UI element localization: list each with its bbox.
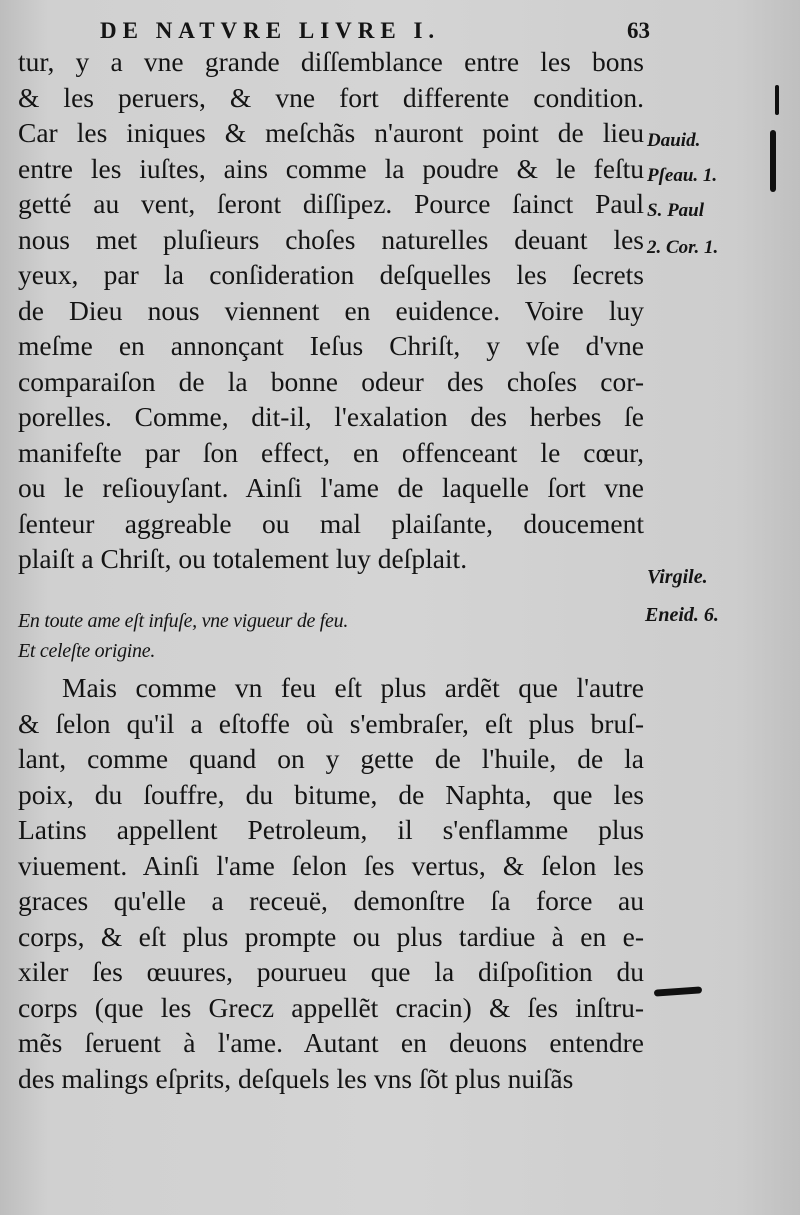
text-line: tur, y a vne grande diſſemblance entre les bons (18, 46, 644, 77)
margin-note-cor: 2. Cor. 1. (647, 237, 719, 258)
text-line: viuement. Ainſi l'ame ſelon ſes vertus, & ſelon les (18, 849, 644, 881)
margin-note-eneid: Eneid. 6. (645, 604, 719, 626)
text-line: graces qu'elle a receuë, demonſtre ſa force au (18, 885, 644, 916)
text-line: mẽs ſeruent à l'ame. Autant en deuons entendre (18, 1027, 644, 1058)
margin-note-david: Dauid. (647, 130, 701, 151)
ink-mark-dash (654, 986, 702, 996)
running-head (100, 18, 650, 44)
text-line: getté au vent, ſeront diſſipez. Pource ſainct Paul (18, 188, 644, 219)
text-line: ſenteur aggreable ou mal plaiſante, doucement (18, 507, 644, 539)
text-line: Mais comme vn feu eſt plus ardẽt que l'autre (62, 672, 644, 703)
verse-quotation (18, 606, 348, 666)
text-line: Car les iniques & meſchãs n'auront point de lieu (18, 117, 644, 148)
verse-line: En toute ame eſt infuſe, vne vigueur de feu. (18, 610, 349, 632)
text-line: entre les iuſtes, ains comme la poudre & le feſtu (18, 152, 644, 184)
ink-mark-bracket (770, 130, 776, 192)
text-line: xiler ſes œuures, pourueu que la diſpoſition du (18, 956, 644, 987)
ink-mark-bracket-top (775, 85, 779, 115)
text-line: corps, & eſt plus prompte ou plus tardiue à en e- (18, 920, 644, 952)
text-line: porelles. Comme, dit-il, l'exalation des herbes ſe (18, 401, 644, 432)
margin-note-spaul: S. Paul (647, 200, 705, 221)
text-line: de Dieu nous viennent en euidence. Voire luy (18, 294, 644, 326)
text-line: meſme en annonçant Ieſus Chriſt, y vſe d'vne (18, 330, 644, 361)
paragraph-1 (18, 44, 644, 577)
page-number: 63 (627, 18, 650, 43)
text-line: plaiſt a Chriſt, ou totalement luy deſplait. (18, 543, 468, 574)
margin-note-virgile: Virgile. (647, 566, 708, 588)
paragraph-2 (18, 670, 644, 1096)
text-line: ou le reſiouyſant. Ainſi l'ame de laquelle ſort vne (18, 472, 644, 503)
text-line: Latins appellent Petroleum, il s'enflamme plus (18, 814, 644, 845)
text-line: poix, du ſouffre, du bitume, de Naphta, que les (18, 778, 644, 810)
text-line: manifeſte par ſon effect, en offenceant le cœur, (18, 436, 644, 468)
text-line: lant, comme quand on y gette de l'huile, de la (18, 743, 644, 774)
text-line: nous met pluſieurs choſes naturelles deuant les (18, 223, 644, 255)
text-line: & les peruers, & vne fort differente condition. (18, 81, 644, 113)
text-line: & ſelon qu'il a eſtoffe où s'embraſer, eſt plus bruſ- (18, 707, 644, 739)
text-line: yeux, par la conſideration deſquelles les ſecrets (18, 259, 644, 290)
text-line: comparaiſon de la bonne odeur des choſes cor- (18, 365, 644, 397)
verse-line: Et celeſte origine. (18, 640, 156, 662)
text-line: des malings eſprits, deſquels les vns ſõt plus nuiſãs (18, 1062, 574, 1094)
text-line: corps (que les Grecz appellẽt cracin) & ſes inſtru- (18, 991, 644, 1023)
margin-note-pseau: Pſeau. 1. (647, 165, 718, 186)
running-head-title: DE NATVRE LIVRE I. (100, 18, 441, 43)
